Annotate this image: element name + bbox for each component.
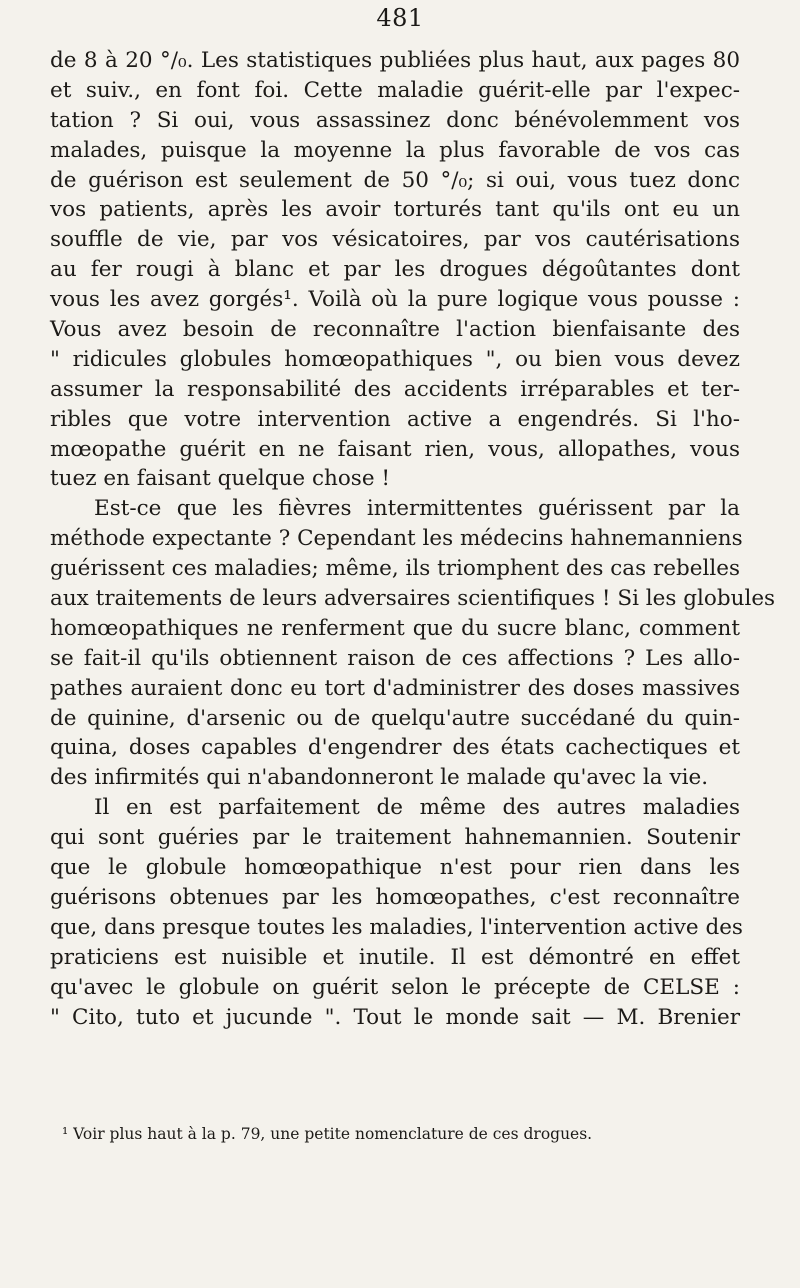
text-line: aux traitements de leurs adversaires scientifiques ! Si les globules bbox=[50, 586, 776, 612]
text-line: au fer rougi à blanc et par les drogues dégoûtantes dont bbox=[50, 257, 740, 283]
text-line: pathes auraient donc eu tort d'administrer des doses massives bbox=[50, 675, 740, 701]
text-line: que le globule homœopathique n'est pour rien dans les bbox=[50, 855, 740, 881]
text-line: Est-ce que les fièvres intermittentes guérissent par la bbox=[94, 496, 740, 522]
text-line: mœopathe guérit en ne faisant rien, vous, allopathes, vous bbox=[50, 436, 740, 462]
text-line: tation ? Si oui, vous assassinez donc bénévolemment vos bbox=[50, 107, 740, 133]
text-line: ribles que votre intervention active a engendrés. Si l'ho- bbox=[50, 406, 740, 432]
text-line: assumer la responsabilité des accidents irréparables et ter- bbox=[50, 376, 740, 402]
text-line: méthode expectante ? Cependant les médecins hahnemanniens bbox=[50, 526, 743, 552]
text-line: qui sont guéries par le traitement hahnemannien. Soutenir bbox=[50, 825, 740, 851]
text-line: et suiv., en font foi. Cette maladie guérit-elle par l'expec- bbox=[50, 77, 740, 103]
text-line: de quinine, d'arsenic ou de quelqu'autre succédané du quin- bbox=[50, 705, 740, 731]
text-line: praticiens est nuisible et inutile. Il est démontré en effet bbox=[50, 944, 740, 970]
text-line: vos patients, après les avoir torturés tant qu'ils ont eu un bbox=[50, 197, 740, 223]
text-line: homœopathiques ne renferment que du sucre blanc, comment bbox=[50, 615, 740, 641]
text-line: de guérison est seulement de 50 °/₀; si oui, vous tuez donc bbox=[50, 167, 740, 193]
body-text bbox=[50, 46, 776, 1032]
text-line: vous les avez gorgés¹. Voilà où la pure logique vous pousse : bbox=[50, 287, 740, 313]
text-line: tuez en faisant quelque chose ! bbox=[50, 466, 391, 492]
text-line: des infirmités qui n'abandonneront le malade qu'avec la vie. bbox=[50, 765, 709, 791]
text-line: guérissent ces maladies; même, ils triomphent des cas rebelles bbox=[50, 556, 740, 582]
text-line: souffle de vie, par vos vésicatoires, par vos cautérisations bbox=[50, 227, 740, 253]
text-line: quina, doses capables d'engendrer des états cachectiques et bbox=[50, 735, 740, 761]
text-line: qu'avec le globule on guérit selon le précepte de CELSE : bbox=[50, 974, 740, 1000]
text-line: Il en est parfaitement de même des autres maladies bbox=[94, 795, 740, 821]
text-line: " Cito, tuto et jucunde ". Tout le monde sait — M. Brenier bbox=[50, 1004, 740, 1030]
text-line: Vous avez besoin de reconnaître l'action bienfaisante des bbox=[50, 317, 740, 343]
footnote: ¹ Voir plus haut à la p. 79, une petite nomenclature de ces drogues. bbox=[62, 1125, 593, 1143]
text-line: que, dans presque toutes les maladies, l'intervention active des bbox=[50, 914, 743, 940]
text-line: se fait-il qu'ils obtiennent raison de ces affections ? Les allo- bbox=[50, 645, 740, 671]
page-number: 481 bbox=[376, 4, 424, 32]
text-line: malades, puisque la moyenne la plus favorable de vos cas bbox=[50, 137, 740, 163]
text-line: " ridicules globules homœopathiques ", ou bien vous devez bbox=[50, 346, 740, 372]
text-line: de 8 à 20 °/₀. Les statistiques publiées plus haut, aux pages 80 bbox=[50, 48, 740, 73]
text-line: guérisons obtenues par les homœopathes, c'est reconnaître bbox=[50, 884, 740, 910]
